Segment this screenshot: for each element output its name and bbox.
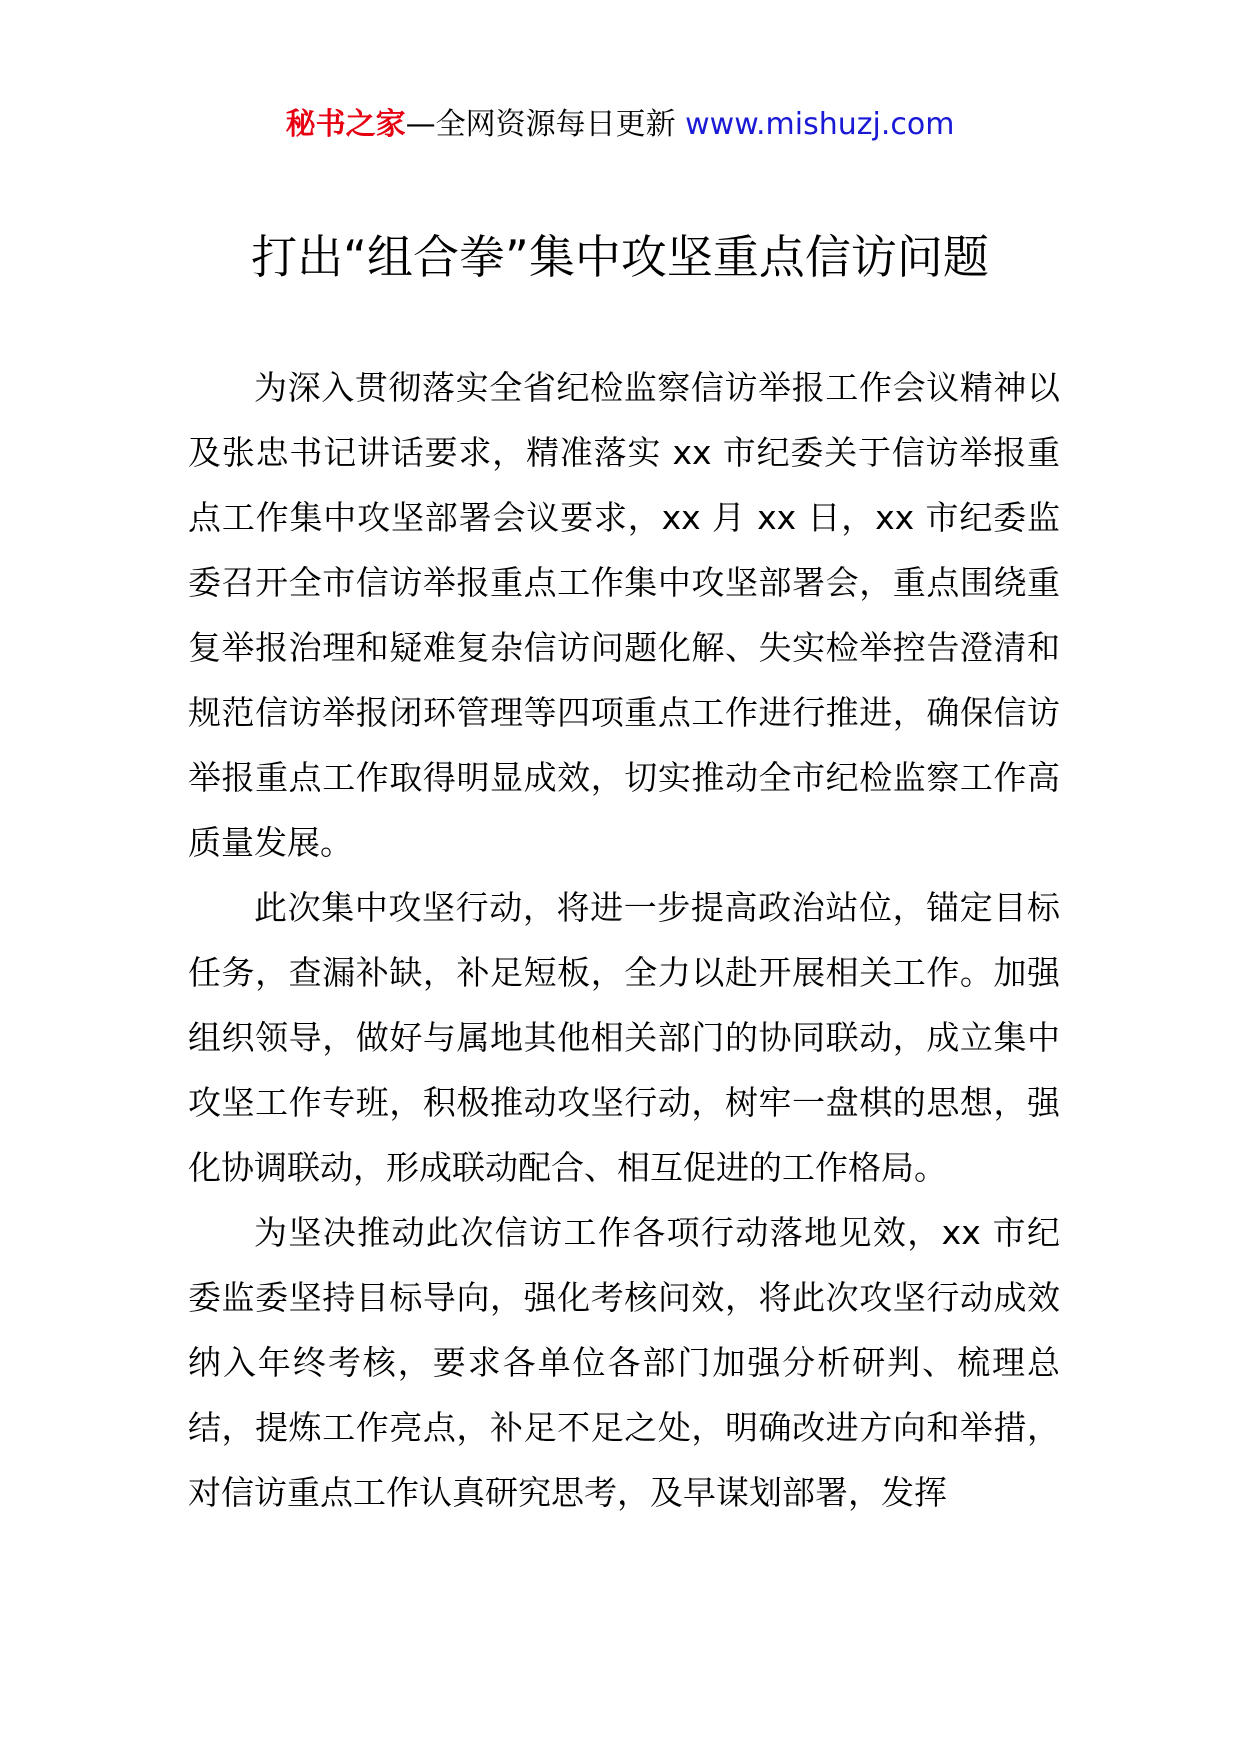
document-title: 打出“组合拳”集中攻坚重点信访问题	[251, 230, 989, 284]
brand-name: 秘书之家	[285, 107, 406, 142]
site-header	[0, 100, 1240, 150]
website-link[interactable]: www.mishuzj.com	[685, 107, 955, 142]
document-body	[188, 355, 1060, 1525]
header-tagline: —全网资源每日更新	[405, 107, 676, 142]
paragraph-1: 为深入贯彻落实全省纪检监察信访举报工作会议精神以及张忠书记讲话要求，精准落实 xx 市纪委关于信访举报重点工作集中攻坚部署会议要求，xx 月 xx 日，xx 市纪委监委召开全市信访举报重点工作集中攻坚部署会，重点围绕重复举报治理和疑难复杂信访问题化解、失实检举控告澄清和规范信访举报闭环管理等四项重点工作进行推进，确保信访举报重点工作取得明显成效，切实推动全市纪检监察工作高质量发展。	[188, 368, 1060, 862]
paragraph-2: 此次集中攻坚行动，将进一步提高政治站位，锚定目标任务，查漏补缺，补足短板，全力以赴开展相关工作。加强组织领导，做好与属地其他相关部门的协同联动，成立集中攻坚工作专班，积极推动攻坚行动，树牢一盘棋的思想，强化协调联动，形成联动配合、相互促进的工作格局。	[188, 888, 1060, 1187]
paragraph-3: 为坚决推动此次信访工作各项行动落地见效，xx 市纪委监委坚持目标导向，强化考核问效，将此次攻坚行动成效纳入年终考核，要求各单位各部门加强分析研判、梳理总结，提炼工作亮点，补足不足之处，明确改进方向和举措，对信访重点工作认真研究思考，及早谋划部署，发挥	[188, 1213, 1060, 1512]
